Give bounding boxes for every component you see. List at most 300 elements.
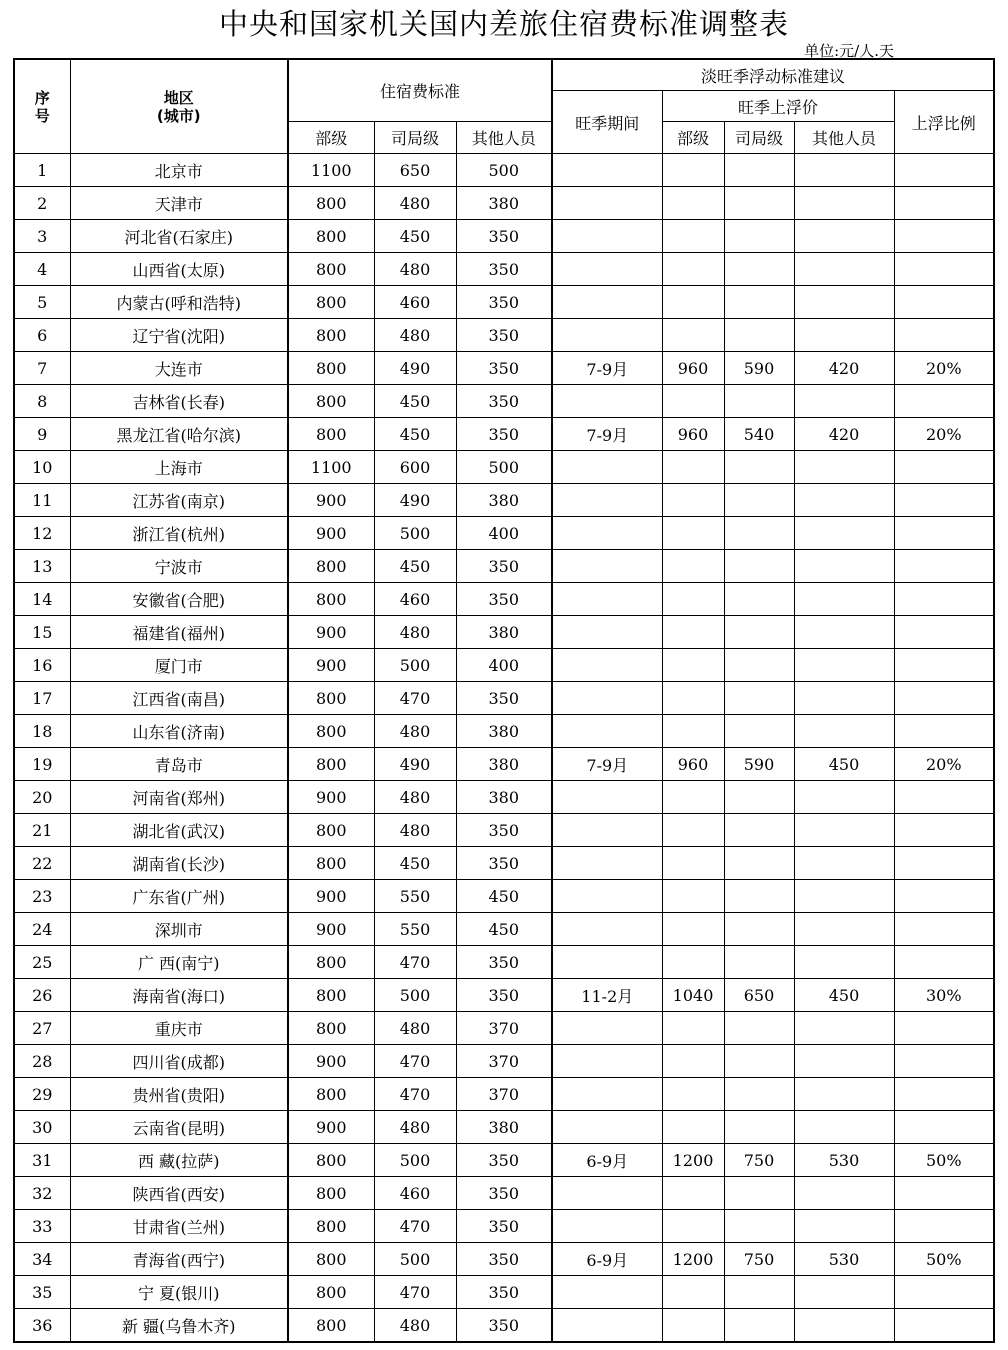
row-region: 青岛市	[70, 748, 288, 781]
row-peak-period	[552, 814, 662, 847]
row-peak-ministry: 960	[662, 418, 724, 451]
row-float-ratio	[894, 253, 994, 286]
row-ministry-rate: 800	[288, 418, 374, 451]
row-region: 广 西(南宁)	[70, 946, 288, 979]
row-float-ratio	[894, 220, 994, 253]
row-float-ratio	[894, 715, 994, 748]
row-float-ratio	[894, 682, 994, 715]
row-peak-bureau	[724, 781, 794, 814]
row-peak-period	[552, 1210, 662, 1243]
row-number: 17	[14, 682, 70, 715]
peak-ministry-header: 部级	[662, 122, 724, 154]
table-row	[14, 649, 994, 682]
row-peak-period	[552, 583, 662, 616]
row-bureau-rate: 500	[374, 1144, 456, 1177]
row-number: 5	[14, 286, 70, 319]
table-row	[14, 385, 994, 418]
row-peak-ministry	[662, 781, 724, 814]
row-peak-others	[794, 946, 894, 979]
row-others-rate: 370	[456, 1078, 552, 1111]
seq-header	[14, 59, 70, 154]
table-row	[14, 1309, 994, 1343]
row-region: 山西省(太原)	[70, 253, 288, 286]
row-region: 大连市	[70, 352, 288, 385]
row-number: 6	[14, 319, 70, 352]
row-float-ratio	[894, 484, 994, 517]
row-ministry-rate: 800	[288, 583, 374, 616]
row-ministry-rate: 900	[288, 517, 374, 550]
row-others-rate: 350	[456, 418, 552, 451]
row-others-rate: 350	[456, 1276, 552, 1309]
row-bureau-rate: 480	[374, 187, 456, 220]
row-peak-period	[552, 649, 662, 682]
row-number: 7	[14, 352, 70, 385]
table-row	[14, 319, 994, 352]
row-others-rate: 380	[456, 1111, 552, 1144]
row-peak-ministry	[662, 484, 724, 517]
row-float-ratio	[894, 616, 994, 649]
row-float-ratio	[894, 319, 994, 352]
row-peak-ministry: 1040	[662, 979, 724, 1012]
row-peak-ministry	[662, 814, 724, 847]
row-others-rate: 350	[456, 220, 552, 253]
row-float-ratio	[894, 880, 994, 913]
row-peak-period	[552, 781, 662, 814]
row-peak-bureau	[724, 649, 794, 682]
row-peak-ministry	[662, 583, 724, 616]
row-float-ratio	[894, 1210, 994, 1243]
row-bureau-rate: 480	[374, 715, 456, 748]
row-peak-bureau	[724, 1045, 794, 1078]
row-peak-period	[552, 1111, 662, 1144]
row-peak-ministry	[662, 1276, 724, 1309]
row-peak-others	[794, 385, 894, 418]
row-ministry-rate: 800	[288, 814, 374, 847]
row-float-ratio: 20%	[894, 748, 994, 781]
row-peak-others	[794, 1276, 894, 1309]
row-region: 江苏省(南京)	[70, 484, 288, 517]
peak-bureau-header: 司局级	[724, 122, 794, 154]
row-peak-period	[552, 715, 662, 748]
row-ministry-rate: 800	[288, 715, 374, 748]
row-peak-others	[794, 781, 894, 814]
table-row	[14, 913, 994, 946]
row-region: 辽宁省(沈阳)	[70, 319, 288, 352]
row-ministry-rate: 800	[288, 319, 374, 352]
peak-price-header: 旺季上浮价	[662, 91, 894, 122]
lodging-standard-header: 住宿费标准	[288, 59, 552, 122]
row-peak-others	[794, 814, 894, 847]
row-region: 厦门市	[70, 649, 288, 682]
row-number: 25	[14, 946, 70, 979]
table-row	[14, 583, 994, 616]
row-others-rate: 350	[456, 1309, 552, 1343]
row-ministry-rate: 900	[288, 1111, 374, 1144]
row-peak-bureau	[724, 880, 794, 913]
row-ministry-rate: 800	[288, 286, 374, 319]
row-ministry-rate: 1100	[288, 154, 374, 187]
row-peak-others	[794, 1078, 894, 1111]
row-peak-period: 7-9月	[552, 748, 662, 781]
table-row	[14, 715, 994, 748]
row-others-rate: 350	[456, 1243, 552, 1276]
row-peak-period	[552, 154, 662, 187]
row-bureau-rate: 500	[374, 1243, 456, 1276]
row-ministry-rate: 800	[288, 847, 374, 880]
row-region: 河北省(石家庄)	[70, 220, 288, 253]
table-row	[14, 253, 994, 286]
row-ministry-rate: 800	[288, 550, 374, 583]
table-row	[14, 154, 994, 187]
table-row	[14, 847, 994, 880]
row-peak-bureau	[724, 1111, 794, 1144]
row-ministry-rate: 1100	[288, 451, 374, 484]
row-number: 26	[14, 979, 70, 1012]
row-bureau-rate: 550	[374, 880, 456, 913]
row-peak-others	[794, 220, 894, 253]
row-peak-bureau	[724, 451, 794, 484]
row-bureau-rate: 460	[374, 1177, 456, 1210]
row-ministry-rate: 800	[288, 1309, 374, 1343]
row-region: 陕西省(西安)	[70, 1177, 288, 1210]
row-ministry-rate: 800	[288, 220, 374, 253]
row-peak-others	[794, 1111, 894, 1144]
row-number: 20	[14, 781, 70, 814]
row-ministry-rate: 800	[288, 1276, 374, 1309]
row-peak-bureau	[724, 847, 794, 880]
row-peak-ministry	[662, 880, 724, 913]
row-peak-others	[794, 880, 894, 913]
row-number: 35	[14, 1276, 70, 1309]
row-peak-others	[794, 253, 894, 286]
row-float-ratio	[894, 913, 994, 946]
row-region: 云南省(昆明)	[70, 1111, 288, 1144]
row-others-rate: 450	[456, 913, 552, 946]
row-bureau-rate: 450	[374, 385, 456, 418]
table-row	[14, 286, 994, 319]
row-region: 山东省(济南)	[70, 715, 288, 748]
row-bureau-rate: 470	[374, 1210, 456, 1243]
row-float-ratio	[894, 1276, 994, 1309]
row-peak-others: 530	[794, 1243, 894, 1276]
row-ministry-rate: 800	[288, 1078, 374, 1111]
row-peak-others	[794, 319, 894, 352]
row-peak-period	[552, 1045, 662, 1078]
row-bureau-rate: 650	[374, 154, 456, 187]
row-peak-bureau	[724, 715, 794, 748]
row-number: 10	[14, 451, 70, 484]
row-number: 21	[14, 814, 70, 847]
row-bureau-rate: 480	[374, 814, 456, 847]
row-others-rate: 380	[456, 748, 552, 781]
table-row	[14, 220, 994, 253]
row-peak-ministry	[662, 616, 724, 649]
row-others-rate: 500	[456, 154, 552, 187]
row-peak-period	[552, 253, 662, 286]
table-row	[14, 682, 994, 715]
row-region: 浙江省(杭州)	[70, 517, 288, 550]
seq-header-line2: 号	[34, 106, 50, 125]
row-bureau-rate: 480	[374, 616, 456, 649]
rates-table	[13, 58, 995, 1343]
row-peak-period: 7-9月	[552, 418, 662, 451]
row-others-rate: 380	[456, 187, 552, 220]
row-bureau-rate: 500	[374, 649, 456, 682]
bureau-header: 司局级	[374, 122, 456, 154]
row-peak-period	[552, 616, 662, 649]
row-region: 重庆市	[70, 1012, 288, 1045]
row-peak-others	[794, 1045, 894, 1078]
row-region: 河南省(郑州)	[70, 781, 288, 814]
row-others-rate: 350	[456, 385, 552, 418]
row-peak-period	[552, 1078, 662, 1111]
row-region: 北京市	[70, 154, 288, 187]
row-peak-period: 6-9月	[552, 1144, 662, 1177]
row-others-rate: 400	[456, 649, 552, 682]
table-row	[14, 616, 994, 649]
row-peak-ministry	[662, 913, 724, 946]
table-row	[14, 484, 994, 517]
row-peak-others	[794, 550, 894, 583]
table-row	[14, 1012, 994, 1045]
row-peak-bureau	[724, 253, 794, 286]
row-bureau-rate: 460	[374, 583, 456, 616]
row-ministry-rate: 800	[288, 253, 374, 286]
row-peak-bureau	[724, 550, 794, 583]
row-others-rate: 370	[456, 1012, 552, 1045]
row-peak-ministry: 960	[662, 748, 724, 781]
row-region: 宁波市	[70, 550, 288, 583]
row-ministry-rate: 900	[288, 649, 374, 682]
row-number: 4	[14, 253, 70, 286]
row-ministry-rate: 800	[288, 1144, 374, 1177]
row-peak-others	[794, 484, 894, 517]
row-float-ratio: 20%	[894, 352, 994, 385]
row-peak-ministry	[662, 451, 724, 484]
row-peak-period	[552, 913, 662, 946]
row-number: 13	[14, 550, 70, 583]
row-number: 24	[14, 913, 70, 946]
row-peak-period	[552, 1309, 662, 1343]
others-header: 其他人员	[456, 122, 552, 154]
row-peak-period	[552, 385, 662, 418]
row-bureau-rate: 600	[374, 451, 456, 484]
row-bureau-rate: 480	[374, 1309, 456, 1343]
table-row	[14, 1144, 994, 1177]
row-region: 湖北省(武汉)	[70, 814, 288, 847]
row-ministry-rate: 800	[288, 1177, 374, 1210]
row-region: 新 疆(乌鲁木齐)	[70, 1309, 288, 1343]
row-peak-others	[794, 1309, 894, 1343]
row-peak-ministry	[662, 1078, 724, 1111]
row-peak-bureau	[724, 1276, 794, 1309]
row-ministry-rate: 900	[288, 1045, 374, 1078]
row-others-rate: 370	[456, 1045, 552, 1078]
row-peak-bureau: 590	[724, 748, 794, 781]
row-ministry-rate: 800	[288, 682, 374, 715]
row-others-rate: 350	[456, 352, 552, 385]
row-bureau-rate: 480	[374, 319, 456, 352]
row-ministry-rate: 800	[288, 748, 374, 781]
row-peak-others: 530	[794, 1144, 894, 1177]
row-float-ratio: 50%	[894, 1243, 994, 1276]
row-number: 18	[14, 715, 70, 748]
table-row	[14, 946, 994, 979]
row-ministry-rate: 800	[288, 946, 374, 979]
row-region: 上海市	[70, 451, 288, 484]
peak-others-header: 其他人员	[794, 122, 894, 154]
region-header-line1: 地区	[163, 88, 194, 107]
row-others-rate: 350	[456, 286, 552, 319]
row-peak-period	[552, 517, 662, 550]
row-float-ratio	[894, 1045, 994, 1078]
row-peak-others	[794, 517, 894, 550]
row-peak-others	[794, 715, 894, 748]
row-bureau-rate: 490	[374, 484, 456, 517]
row-number: 11	[14, 484, 70, 517]
row-peak-ministry: 1200	[662, 1243, 724, 1276]
table-row	[14, 748, 994, 781]
row-region: 湖南省(长沙)	[70, 847, 288, 880]
row-region: 黑龙江省(哈尔滨)	[70, 418, 288, 451]
row-peak-bureau	[724, 517, 794, 550]
row-others-rate: 380	[456, 616, 552, 649]
row-number: 2	[14, 187, 70, 220]
row-peak-others	[794, 682, 894, 715]
row-peak-ministry	[662, 715, 724, 748]
row-peak-bureau	[724, 385, 794, 418]
row-peak-others	[794, 187, 894, 220]
row-bureau-rate: 470	[374, 1276, 456, 1309]
row-peak-bureau	[724, 286, 794, 319]
row-region: 福建省(福州)	[70, 616, 288, 649]
row-bureau-rate: 480	[374, 1012, 456, 1045]
row-others-rate: 500	[456, 451, 552, 484]
row-ministry-rate: 900	[288, 880, 374, 913]
row-peak-bureau	[724, 583, 794, 616]
row-number: 31	[14, 1144, 70, 1177]
table-row	[14, 352, 994, 385]
row-number: 9	[14, 418, 70, 451]
row-peak-period: 6-9月	[552, 1243, 662, 1276]
row-others-rate: 350	[456, 946, 552, 979]
row-peak-bureau	[724, 946, 794, 979]
row-bureau-rate: 500	[374, 979, 456, 1012]
row-region: 青海省(西宁)	[70, 1243, 288, 1276]
row-peak-period	[552, 484, 662, 517]
row-number: 16	[14, 649, 70, 682]
row-others-rate: 350	[456, 1144, 552, 1177]
row-peak-bureau	[724, 682, 794, 715]
row-peak-others	[794, 649, 894, 682]
row-peak-others	[794, 847, 894, 880]
row-peak-others: 450	[794, 748, 894, 781]
row-float-ratio: 50%	[894, 1144, 994, 1177]
row-peak-bureau	[724, 616, 794, 649]
row-bureau-rate: 470	[374, 946, 456, 979]
row-number: 3	[14, 220, 70, 253]
row-ministry-rate: 900	[288, 781, 374, 814]
row-ministry-rate: 800	[288, 1210, 374, 1243]
row-ministry-rate: 800	[288, 385, 374, 418]
row-peak-ministry	[662, 1012, 724, 1045]
row-peak-period	[552, 946, 662, 979]
row-bureau-rate: 550	[374, 913, 456, 946]
row-region: 天津市	[70, 187, 288, 220]
row-float-ratio	[894, 451, 994, 484]
row-float-ratio	[894, 814, 994, 847]
row-peak-ministry	[662, 1177, 724, 1210]
row-peak-bureau: 650	[724, 979, 794, 1012]
seq-header-line1: 序	[34, 88, 50, 107]
row-others-rate: 350	[456, 319, 552, 352]
row-peak-ministry: 1200	[662, 1144, 724, 1177]
row-peak-period	[552, 550, 662, 583]
row-number: 34	[14, 1243, 70, 1276]
row-peak-bureau	[724, 484, 794, 517]
row-peak-ministry	[662, 1309, 724, 1343]
row-others-rate: 380	[456, 484, 552, 517]
row-region: 广东省(广州)	[70, 880, 288, 913]
row-number: 23	[14, 880, 70, 913]
row-bureau-rate: 480	[374, 1111, 456, 1144]
table-row	[14, 880, 994, 913]
row-peak-bureau	[724, 220, 794, 253]
row-peak-ministry	[662, 187, 724, 220]
row-others-rate: 450	[456, 880, 552, 913]
row-number: 32	[14, 1177, 70, 1210]
row-float-ratio	[894, 1111, 994, 1144]
row-region: 海南省(海口)	[70, 979, 288, 1012]
row-float-ratio	[894, 1078, 994, 1111]
row-peak-ministry	[662, 847, 724, 880]
row-peak-others: 450	[794, 979, 894, 1012]
table-row	[14, 979, 994, 1012]
row-others-rate: 380	[456, 715, 552, 748]
row-peak-bureau	[724, 319, 794, 352]
table-row	[14, 1045, 994, 1078]
row-peak-period	[552, 187, 662, 220]
table-row	[14, 1276, 994, 1309]
row-peak-ministry	[662, 682, 724, 715]
row-peak-others: 420	[794, 352, 894, 385]
row-number: 12	[14, 517, 70, 550]
row-peak-others	[794, 913, 894, 946]
row-float-ratio	[894, 781, 994, 814]
row-ministry-rate: 900	[288, 484, 374, 517]
unit-label: 单位:元/人.天	[804, 42, 894, 60]
row-region: 西 藏(拉萨)	[70, 1144, 288, 1177]
row-others-rate: 350	[456, 550, 552, 583]
row-peak-ministry	[662, 319, 724, 352]
row-peak-ministry	[662, 649, 724, 682]
row-float-ratio	[894, 517, 994, 550]
float-ratio-header: 上浮比例	[894, 91, 994, 154]
row-peak-ministry	[662, 385, 724, 418]
row-float-ratio	[894, 385, 994, 418]
row-others-rate: 350	[456, 682, 552, 715]
row-peak-ministry: 960	[662, 352, 724, 385]
row-float-ratio	[894, 583, 994, 616]
row-others-rate: 380	[456, 781, 552, 814]
row-bureau-rate: 470	[374, 1078, 456, 1111]
row-ministry-rate: 900	[288, 913, 374, 946]
region-header	[70, 59, 288, 154]
row-float-ratio	[894, 649, 994, 682]
row-peak-period: 11-2月	[552, 979, 662, 1012]
row-number: 36	[14, 1309, 70, 1343]
row-float-ratio	[894, 847, 994, 880]
